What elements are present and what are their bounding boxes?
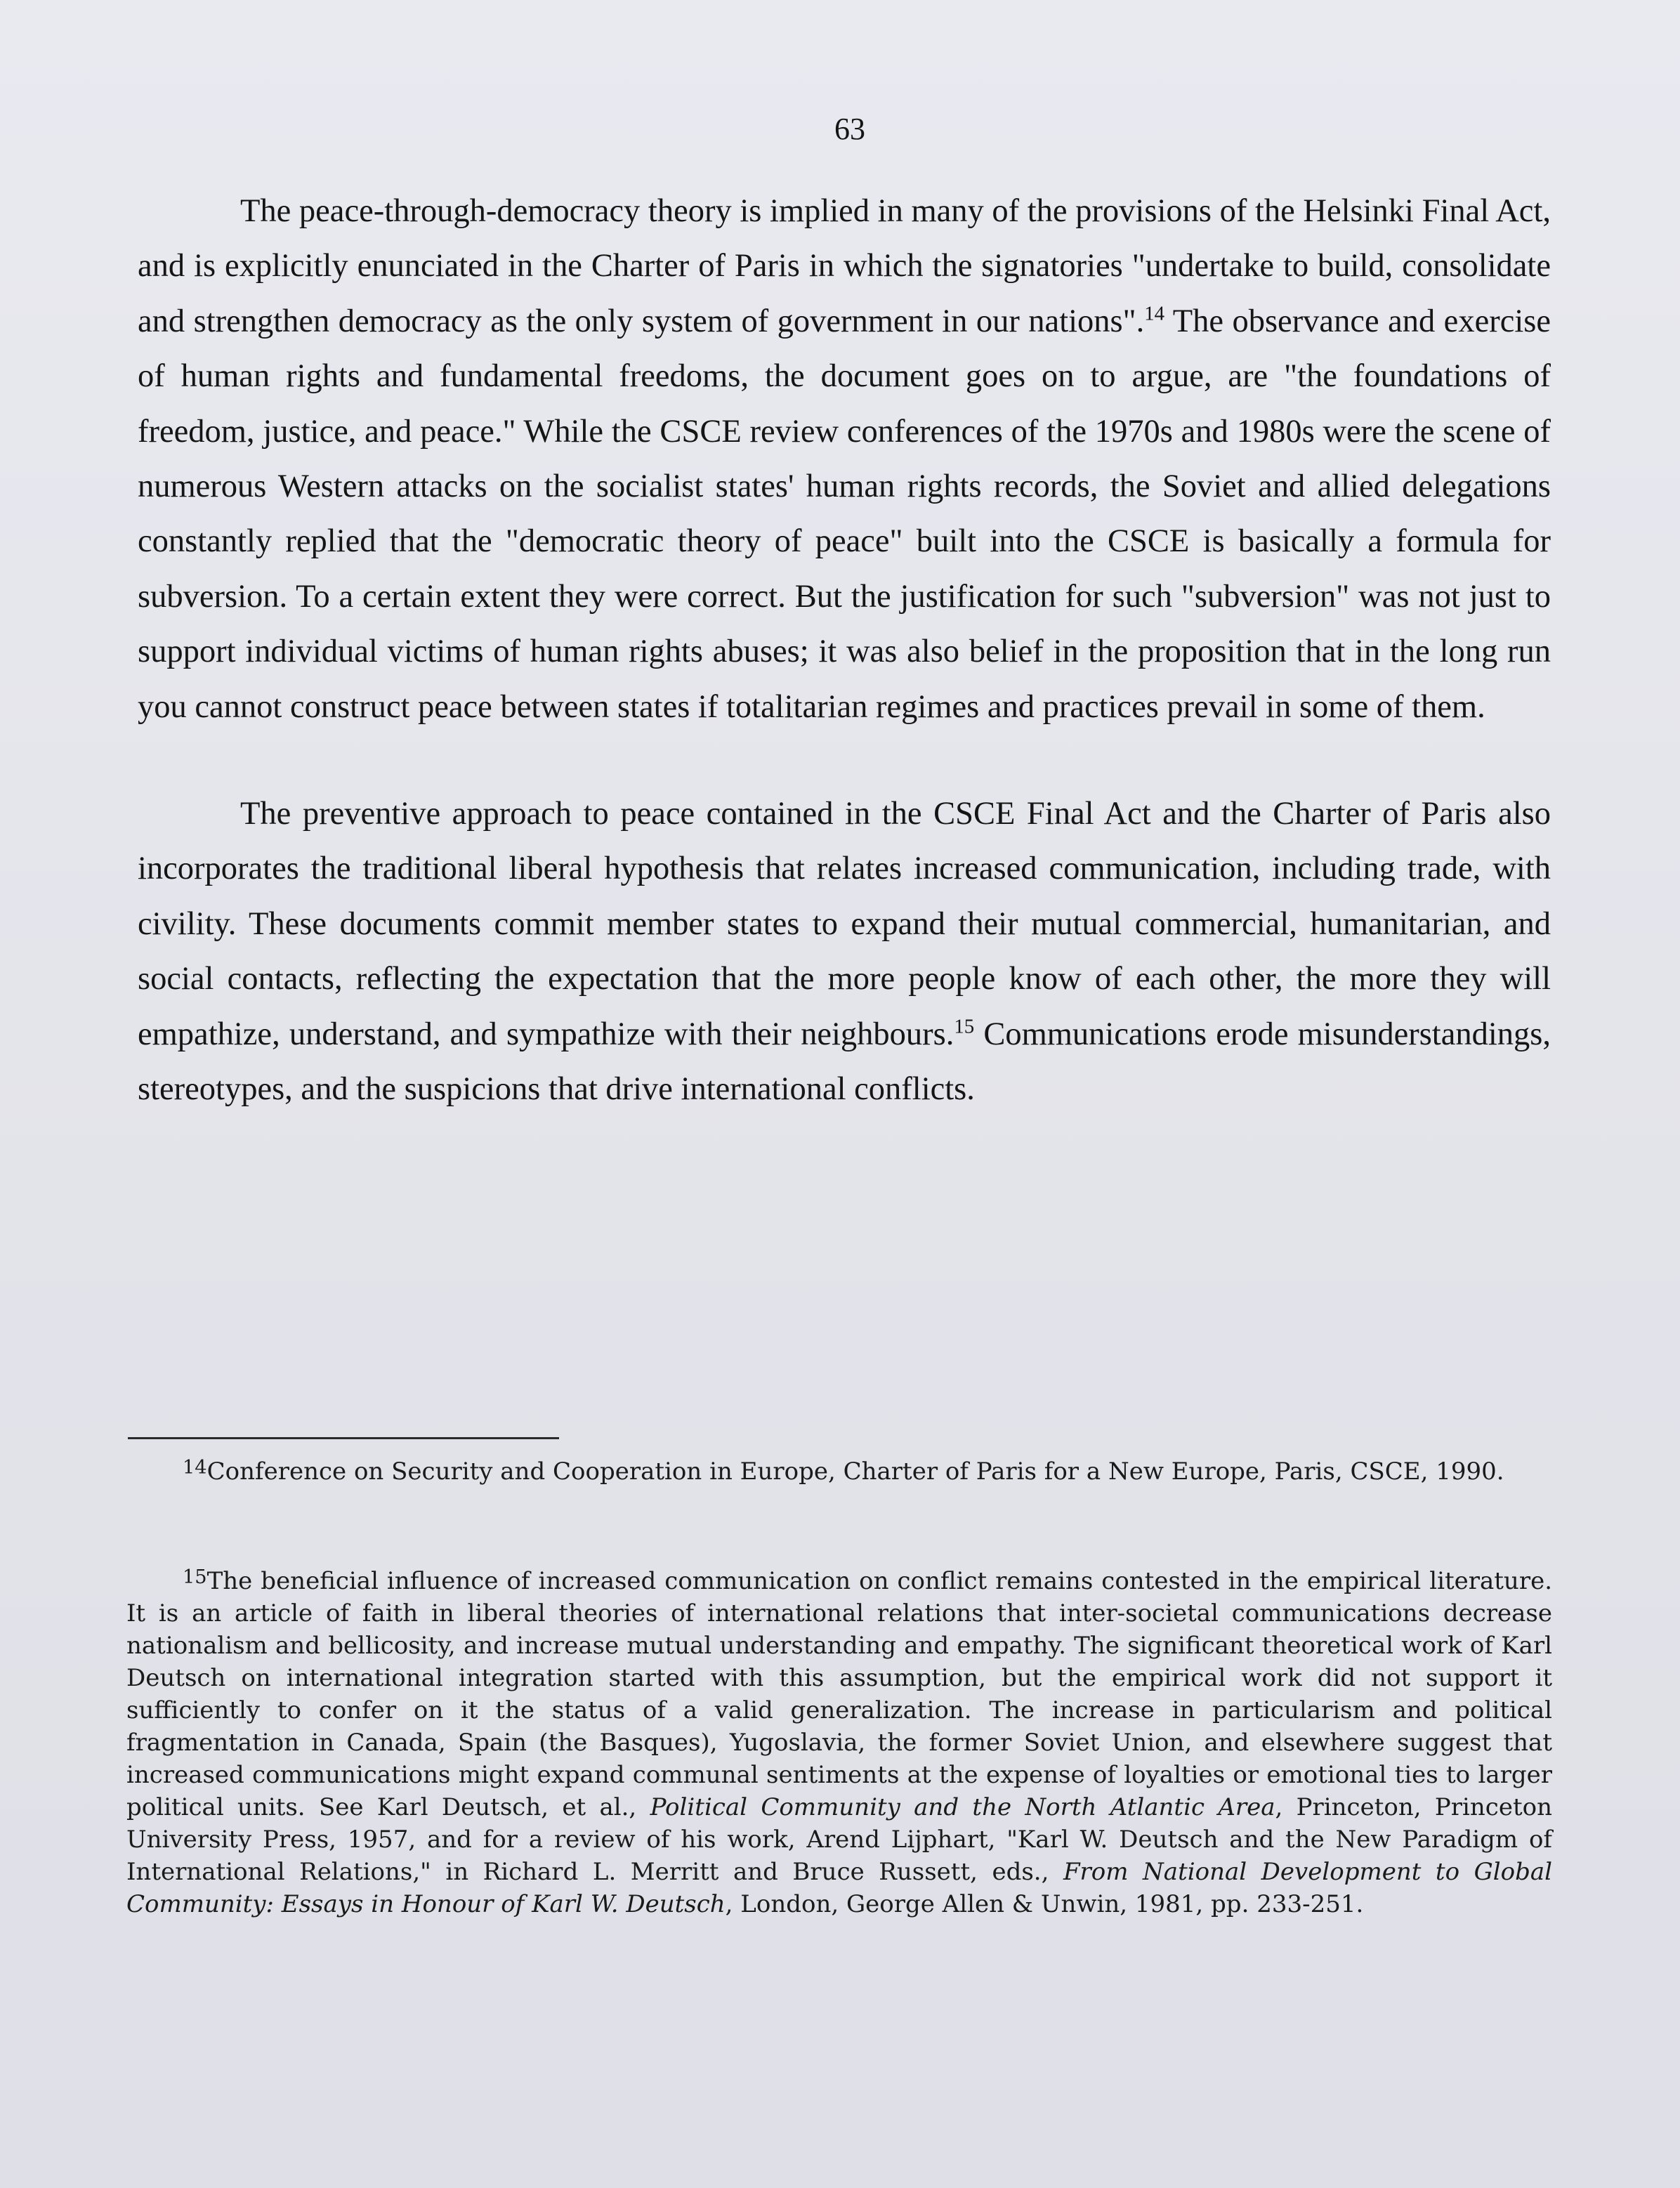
paragraph-peace-through-democracy [138,184,1551,735]
footnote-text: Conference on Security and Cooperation in Europe, Charter of Paris for a New Europe, Paris, CSCE, 1990. [206,1457,1504,1486]
paragraph-text: The peace-through-democracy theory is implied in many of the provisions of the Helsinki Final Act, and is explicitly enunciated in the Charter of Paris in which the signatories "undertake to build, consolidate and strengthen democracy as the only system of government in our nations". [138,193,1551,339]
footnote-text: The beneficial influence of increased communication on conflict remains contested in the empirical literature. It is an article of faith in liberal theories of international relations that inter-societal communications decrease nationalism and bellicosity, and increase mutual understanding and empathy. The significant theoretical work of Karl Deutsch on international integration started with this assumption, but the empirical work did not support it sufficiently to confer on it the status of a valid generalization. The increase in particularism and political fragmentation in Canada, Spain (the Basques), Yugoslavia, the former Soviet Union, and elsewhere suggest that increased communications might expand communal sentiments at the expense of loyalties or emotional ties to larger political units. See Karl Deutsch, et al., [126,1567,1552,1821]
footnote-14 [126,1455,1552,1488]
footnote-reference-14: 14 [1144,302,1165,325]
footnote-separator [128,1437,559,1439]
footnote-15 [126,1565,1552,1920]
footnote-reference-15: 15 [954,1015,975,1038]
page-number: 63 [834,112,865,146]
footnote-marker: 15 [183,1566,207,1588]
paragraph-preventive-approach [138,787,1551,1117]
main-text [138,184,1551,1118]
paragraph-text: The preventive approach to peace contained in the CSCE Final Act and the Charter of Paris also incorporates the traditional liberal hypothesis that relates increased communication, including trade, with civility. These documents commit member states to expand their mutual commercial, humanitarian, and social contacts, reflecting the expectation that the more people know of each other, the more they will empathize, understand, and sympathize with their neighbours. [138,796,1551,1052]
citation-title: Political Community and the North Atlantic Area [650,1793,1275,1821]
footnote-text: , London, George Allen & Unwin, 1981, pp. 233-251. [725,1890,1364,1918]
footnote-text: , Princeton, Princeton University Press, 1957, and for a review of his work, Arend Lijphart, "Karl W. Deutsch and the New Paradigm of International Relations," in Richard L. Merritt and Bruce Russett, eds., [126,1793,1552,1886]
footnote-marker: 14 [183,1457,207,1479]
paragraph-text: The observance and exercise of human rights and fundamental freedoms, the document goes on to argue, are "the foundations of freedom, justice, and peace." While the CSCE review conferences of the 1970s and 1980s were the scene of numerous Western attacks on the socialist states' human rights records, the Soviet and allied delegations constantly replied that the "democratic theory of peace" built into the CSCE is basically a formula for subversion. To a certain extent they were correct. But the justification for such "subversion" was not just to support individual victims of human rights abuses; it was also belief in the proposition that in the long run you cannot construct peace between states if totalitarian regimes and practices prevail in some of them. [138,303,1551,725]
paragraph-text: Communications erode misunderstandings, stereotypes, and the suspicions that drive international conflicts. [138,1016,1551,1108]
citation-title: From National Development to Global Community: Essays in Honour of Karl W. Deutsch [126,1858,1553,1918]
